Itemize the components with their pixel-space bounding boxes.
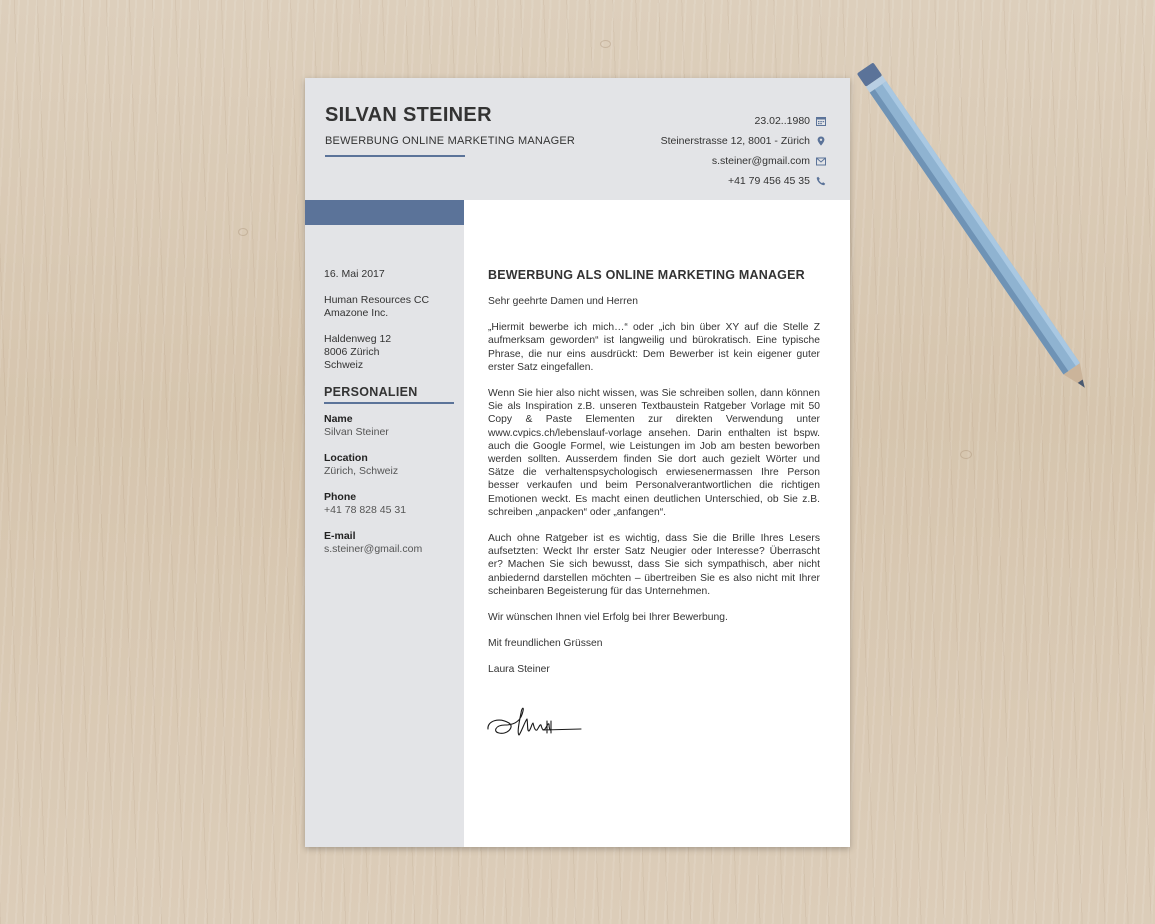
paragraph: Wenn Sie hier also nicht wissen, was Sie schreiben sollen, dann können Sie als Inspiration z.B. unseren Textbaustein Ratgeber Vorlage mit 50 Copy & Paste Elementen zur direkten Verwendung unter www.cvpics.ch/lebenslauf-vorlage ansehen. Darin enthalten ist bspw. auch die Google Formel, wie Leistungen im Job am besten beworben werden sollten. Ausserdem finden Sie dort auch gezielt Wörter und Sätze die verhaltenspsychologisch erwiesenermassen Ihre Person besser verkaufen und beim Personalverantwortlichen die richtigen Emotionen weckt. Es macht einen deutlichen Unterschied, ob Sie z.B. schreiben „anpacken“ oder „anfangen“. [488, 388, 820, 518]
recipient-line: Human Resources CC [324, 294, 430, 306]
personal-heading: PERSONALIEN [324, 385, 454, 404]
personal-label: Phone [324, 491, 357, 503]
closing: Mit freundlichen Grüssen [488, 638, 603, 650]
birthdate-text: 23.02..1980 [754, 115, 810, 127]
address-line: 8006 Zürich [324, 346, 380, 358]
recipient-line: Amazone Inc. [324, 307, 389, 319]
applicant-name: SILVAN STEINER [325, 104, 492, 126]
personal-value: Silvan Steiner [324, 426, 389, 438]
address-text: Steinerstrasse 12, 8001 - Zürich [660, 135, 810, 147]
application-subtitle: BEWERBUNG ONLINE MARKETING MANAGER [325, 135, 576, 147]
personal-label: E-mail [324, 530, 356, 542]
personal-value: +41 78 828 45 31 [324, 504, 407, 516]
paragraph: Auch ohne Ratgeber ist es wichtig, dass Sie die Brille Ihres Lesers aufsetzten: Weckt Ihr erster Satz Neugier oder Interesse? Überrascht er? Machen Sie sich bewusst, dass Sie sich sympathisch, aber nicht anbiedernd darstellen möchten – übertreiben Sie es also nicht mit Ihrer scheinbaren Begeisterung für das Unternehmen. [488, 533, 820, 597]
signer-name: Laura Steiner [488, 664, 550, 676]
personal-label: Name [324, 413, 353, 425]
paragraph: „Hiermit bewerbe ich mich…“ oder „ich bin über XY auf die Stelle Z aufmerksam geworden“ ist langweilig und bürokratisch. Eine typische Phrase, die nur eins ausdrückt: Dem Bewerber ist kein eigener guter erster Satz eingefallen. [488, 322, 820, 373]
address-line: Schweiz [324, 359, 364, 371]
phone-text: +41 79 456 45 35 [727, 175, 810, 187]
salutation: Sehr geehrte Damen und Herren [488, 296, 638, 307]
address-line: Haldenweg 12 [324, 333, 392, 345]
personal-value: s.steiner@gmail.com [324, 543, 423, 555]
paragraph: Wir wünschen Ihnen viel Erfolg bei Ihrer Bewerbung. [488, 612, 728, 624]
personal-label: Location [324, 452, 368, 464]
letter-date: 16. Mai 2017 [324, 268, 385, 280]
pencil-body [870, 81, 1080, 374]
letter-title: BEWERBUNG ALS ONLINE MARKETING MANAGER [488, 268, 805, 282]
email-text: s.steiner@gmail.com [711, 155, 810, 167]
personal-value: Zürich, Schweiz [324, 465, 399, 477]
